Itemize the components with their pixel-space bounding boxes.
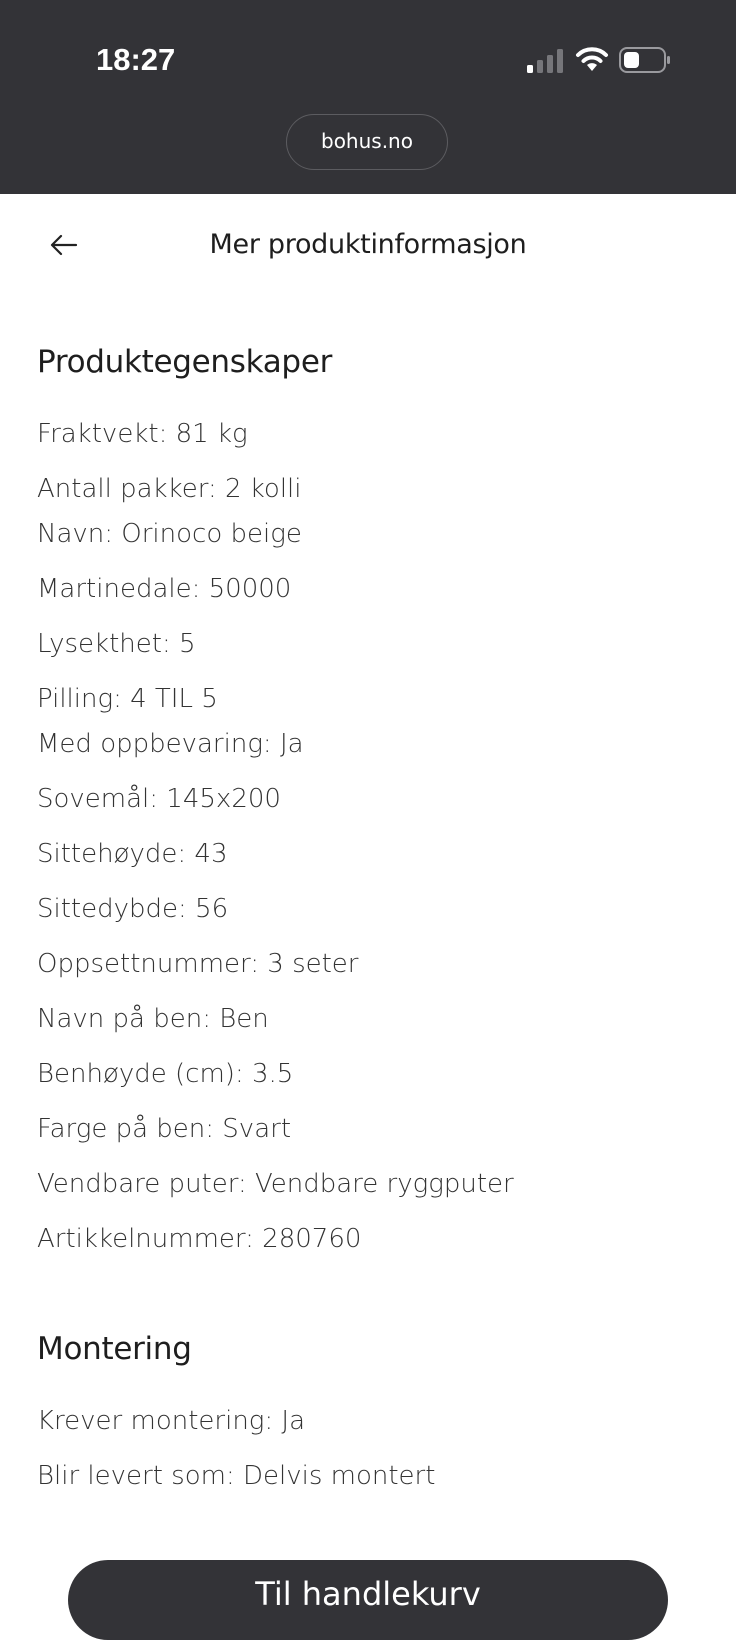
attribute-item: Med oppbevaring: Ja: [37, 729, 304, 759]
battery-icon: [619, 47, 671, 73]
attribute-item: Krever montering: Ja: [37, 1406, 306, 1436]
attribute-item: Pilling: 4 TIL 5: [37, 684, 218, 714]
url-bar[interactable]: bohus.no: [286, 114, 448, 170]
attribute-item: Navn: Orinoco beige: [37, 519, 302, 549]
add-to-cart-button[interactable]: [68, 1560, 668, 1640]
attribute-item: Martinedale: 50000: [37, 574, 292, 604]
attribute-item: Sovemål: 145x200: [37, 784, 281, 814]
attribute-item: Lysekthet: 5: [37, 629, 196, 659]
status-bar: [0, 0, 736, 194]
page-title: Mer produktinformasjon: [209, 229, 527, 260]
cellular-signal-icon: [527, 49, 563, 73]
section-heading-product-properties: Produktegenskaper: [37, 344, 333, 380]
status-time: 18:27: [96, 42, 176, 77]
add-to-cart-label: Til handlekurv: [255, 1575, 481, 1613]
section-heading-assembly: Montering: [37, 1331, 192, 1367]
attribute-item: Blir levert som: Delvis montert: [37, 1461, 436, 1491]
attribute-item: Artikkelnummer: 280760: [37, 1224, 362, 1254]
attribute-item: Antall pakker: 2 kolli: [37, 474, 302, 504]
attribute-item: Fraktvekt: 81 kg: [37, 419, 248, 449]
attribute-item: Navn på ben: Ben: [37, 1004, 269, 1034]
attribute-item: Oppsettnummer: 3 seter: [37, 949, 359, 979]
attribute-item: Vendbare puter: Vendbare ryggputer: [37, 1169, 514, 1199]
attribute-item: Farge på ben: Svart: [37, 1114, 292, 1144]
attribute-item: Benhøyde (cm): 3.5: [37, 1059, 294, 1089]
wifi-icon: [575, 46, 609, 72]
attribute-item: Sittedybde: 56: [37, 894, 229, 924]
attribute-item: Sittehøyde: 43: [37, 839, 228, 869]
